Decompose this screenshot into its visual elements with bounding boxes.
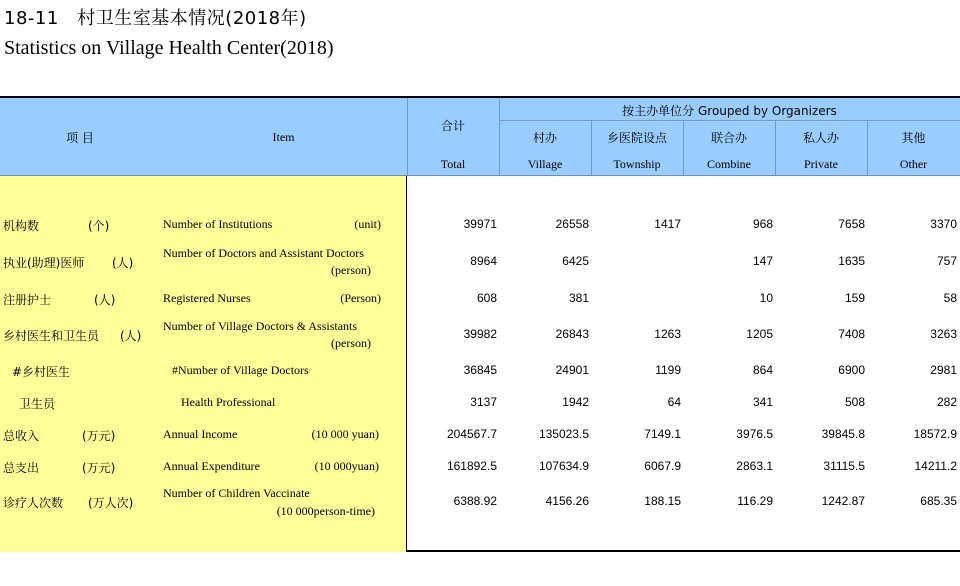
cell-combine: 1205	[746, 327, 773, 341]
cell-private: 1242.87	[821, 494, 865, 508]
row-unit-en: (10 000 yuan)	[311, 427, 379, 441]
cell-combine: 116.29	[737, 494, 773, 508]
cell-township: 64	[667, 395, 681, 409]
cell-combine: 147	[752, 254, 773, 268]
header-combine-en: Combine	[707, 157, 751, 171]
cell-village: 26558	[555, 217, 589, 231]
header-township-cn: 乡医院设点	[606, 131, 667, 145]
header-total-cn: 合计	[440, 119, 465, 133]
cell-private: 1635	[838, 254, 865, 268]
row-label-cn: 卫生员	[19, 397, 56, 411]
cell-private: 7658	[838, 217, 865, 231]
row-label-cn: #乡村医生	[12, 365, 71, 379]
cell-township: 1263	[654, 327, 681, 341]
row-label-cn: 诊疗人次数	[3, 496, 64, 510]
cell-township: 1199	[655, 363, 681, 377]
table-row	[0, 246, 960, 280]
row-unit-cn: (万元)	[82, 429, 116, 443]
row-label-en: Number of Children Vaccinate	[163, 486, 310, 500]
cell-total: 3137	[470, 395, 497, 409]
header-item-cn: 项 目	[66, 131, 94, 145]
cell-village: 107634.9	[538, 459, 589, 473]
cell-village: 6425	[562, 254, 589, 268]
row-unit-cn: (万元)	[82, 461, 116, 475]
cell-village: 135023.5	[538, 427, 589, 441]
cell-other: 685.35	[920, 494, 957, 508]
table-row	[0, 283, 960, 313]
table-header	[0, 98, 960, 176]
row-unit-en: (Person)	[340, 291, 381, 305]
cell-township: 6067.9	[644, 459, 681, 473]
header-group-label: 按主办单位分 Grouped by Organizers	[622, 104, 837, 118]
row-label-en: Health Professional	[181, 395, 276, 409]
cell-total: 36845	[463, 363, 497, 377]
cell-private: 31115.5	[823, 459, 865, 473]
cell-total: 6388.92	[453, 494, 497, 508]
header-other-cn: 其他	[901, 131, 926, 145]
row-unit-en: (person)	[331, 263, 371, 277]
cell-combine: 968	[752, 217, 773, 231]
row-label-en: Number of Institutions	[163, 217, 273, 231]
row-label-cn: 总支出	[3, 461, 40, 475]
cell-other: 2981	[930, 363, 957, 377]
table-row	[0, 355, 960, 385]
row-label-en: #Number of Village Doctors	[172, 363, 309, 377]
header-item-en: Item	[272, 130, 295, 144]
row-label-cn: 总收入	[3, 429, 40, 443]
row-label-en: Number of Village Doctors & Assistants	[163, 319, 358, 333]
table-row	[0, 484, 960, 522]
cell-private: 508	[844, 395, 865, 409]
cell-village: 26843	[555, 327, 589, 341]
cell-other: 3263	[930, 327, 957, 341]
row-label-cn: 机构数	[3, 219, 40, 233]
row-unit-en: (10 000person-time)	[276, 504, 375, 518]
cell-total: 8964	[470, 254, 497, 268]
table-row	[0, 387, 960, 417]
header-township-en: Township	[613, 157, 661, 171]
row-label-cn: 注册护士	[3, 293, 52, 307]
cell-private: 39845.8	[821, 427, 865, 441]
statistics-table	[0, 96, 960, 552]
cell-village: 1942	[562, 395, 589, 409]
cell-other: 58	[943, 291, 957, 305]
cell-township: 7149.1	[644, 427, 681, 441]
cell-total: 39971	[463, 217, 497, 231]
cell-other: 14211.2	[914, 459, 957, 473]
row-unit-cn: (人)	[94, 293, 116, 307]
cell-village: 4156.26	[545, 494, 589, 508]
cell-combine: 864	[752, 363, 773, 377]
table-row	[0, 319, 960, 353]
cell-township: 1417	[654, 217, 681, 231]
row-label-en: Number of Doctors and Assistant Doctors	[163, 246, 364, 260]
header-combine-cn: 联合办	[710, 131, 747, 145]
cell-total: 608	[476, 291, 497, 305]
header-private-en: Private	[804, 157, 838, 171]
cell-private: 6900	[838, 363, 865, 377]
header-total-en: Total	[440, 157, 466, 171]
cell-combine: 2863.1	[736, 459, 773, 473]
cell-private: 159	[844, 291, 865, 305]
cell-other: 757	[936, 254, 957, 268]
cell-combine: 10	[759, 291, 773, 305]
page-title-en: Statistics on Village Health Center(2018)	[4, 37, 334, 59]
cell-total: 204567.7	[446, 427, 497, 441]
table-row	[0, 209, 960, 239]
row-unit-cn: (人)	[112, 256, 134, 270]
cell-other: 18572.9	[913, 427, 957, 441]
row-label-en: Registered Nurses	[163, 291, 251, 305]
header-private-cn: 私人办	[802, 131, 839, 145]
row-unit-en: (unit)	[354, 217, 381, 231]
row-label-cn: 乡村医生和卫生员	[3, 329, 100, 343]
row-label-cn: 执业(助理)医师	[3, 256, 85, 270]
header-other-en: Other	[899, 157, 928, 171]
row-unit-cn: (万人次)	[88, 496, 134, 510]
row-unit-cn: (人)	[120, 329, 142, 343]
row-unit-cn: (个)	[88, 219, 110, 233]
row-unit-en: (person)	[331, 336, 371, 350]
cell-other: 3370	[930, 217, 957, 231]
cell-township: 188.15	[644, 494, 681, 508]
header-village-cn: 村办	[532, 131, 557, 145]
cell-total: 161892.5	[446, 459, 497, 473]
cell-village: 381	[568, 291, 589, 305]
header-village-en: Village	[527, 157, 563, 171]
table-row	[0, 419, 960, 449]
row-label-en: Annual Income	[163, 427, 238, 441]
cell-other: 282	[936, 395, 957, 409]
page-title-cn: 18-11 村卫生室基本情况(2018年)	[4, 8, 307, 29]
table-row	[0, 451, 960, 481]
row-unit-en: (10 000yuan)	[314, 459, 379, 473]
cell-village: 24901	[555, 363, 589, 377]
cell-private: 7408	[838, 327, 865, 341]
cell-combine: 341	[752, 395, 773, 409]
row-label-en: Annual Expenditure	[163, 459, 260, 473]
cell-combine: 3976.5	[736, 427, 773, 441]
cell-total: 39982	[463, 327, 497, 341]
